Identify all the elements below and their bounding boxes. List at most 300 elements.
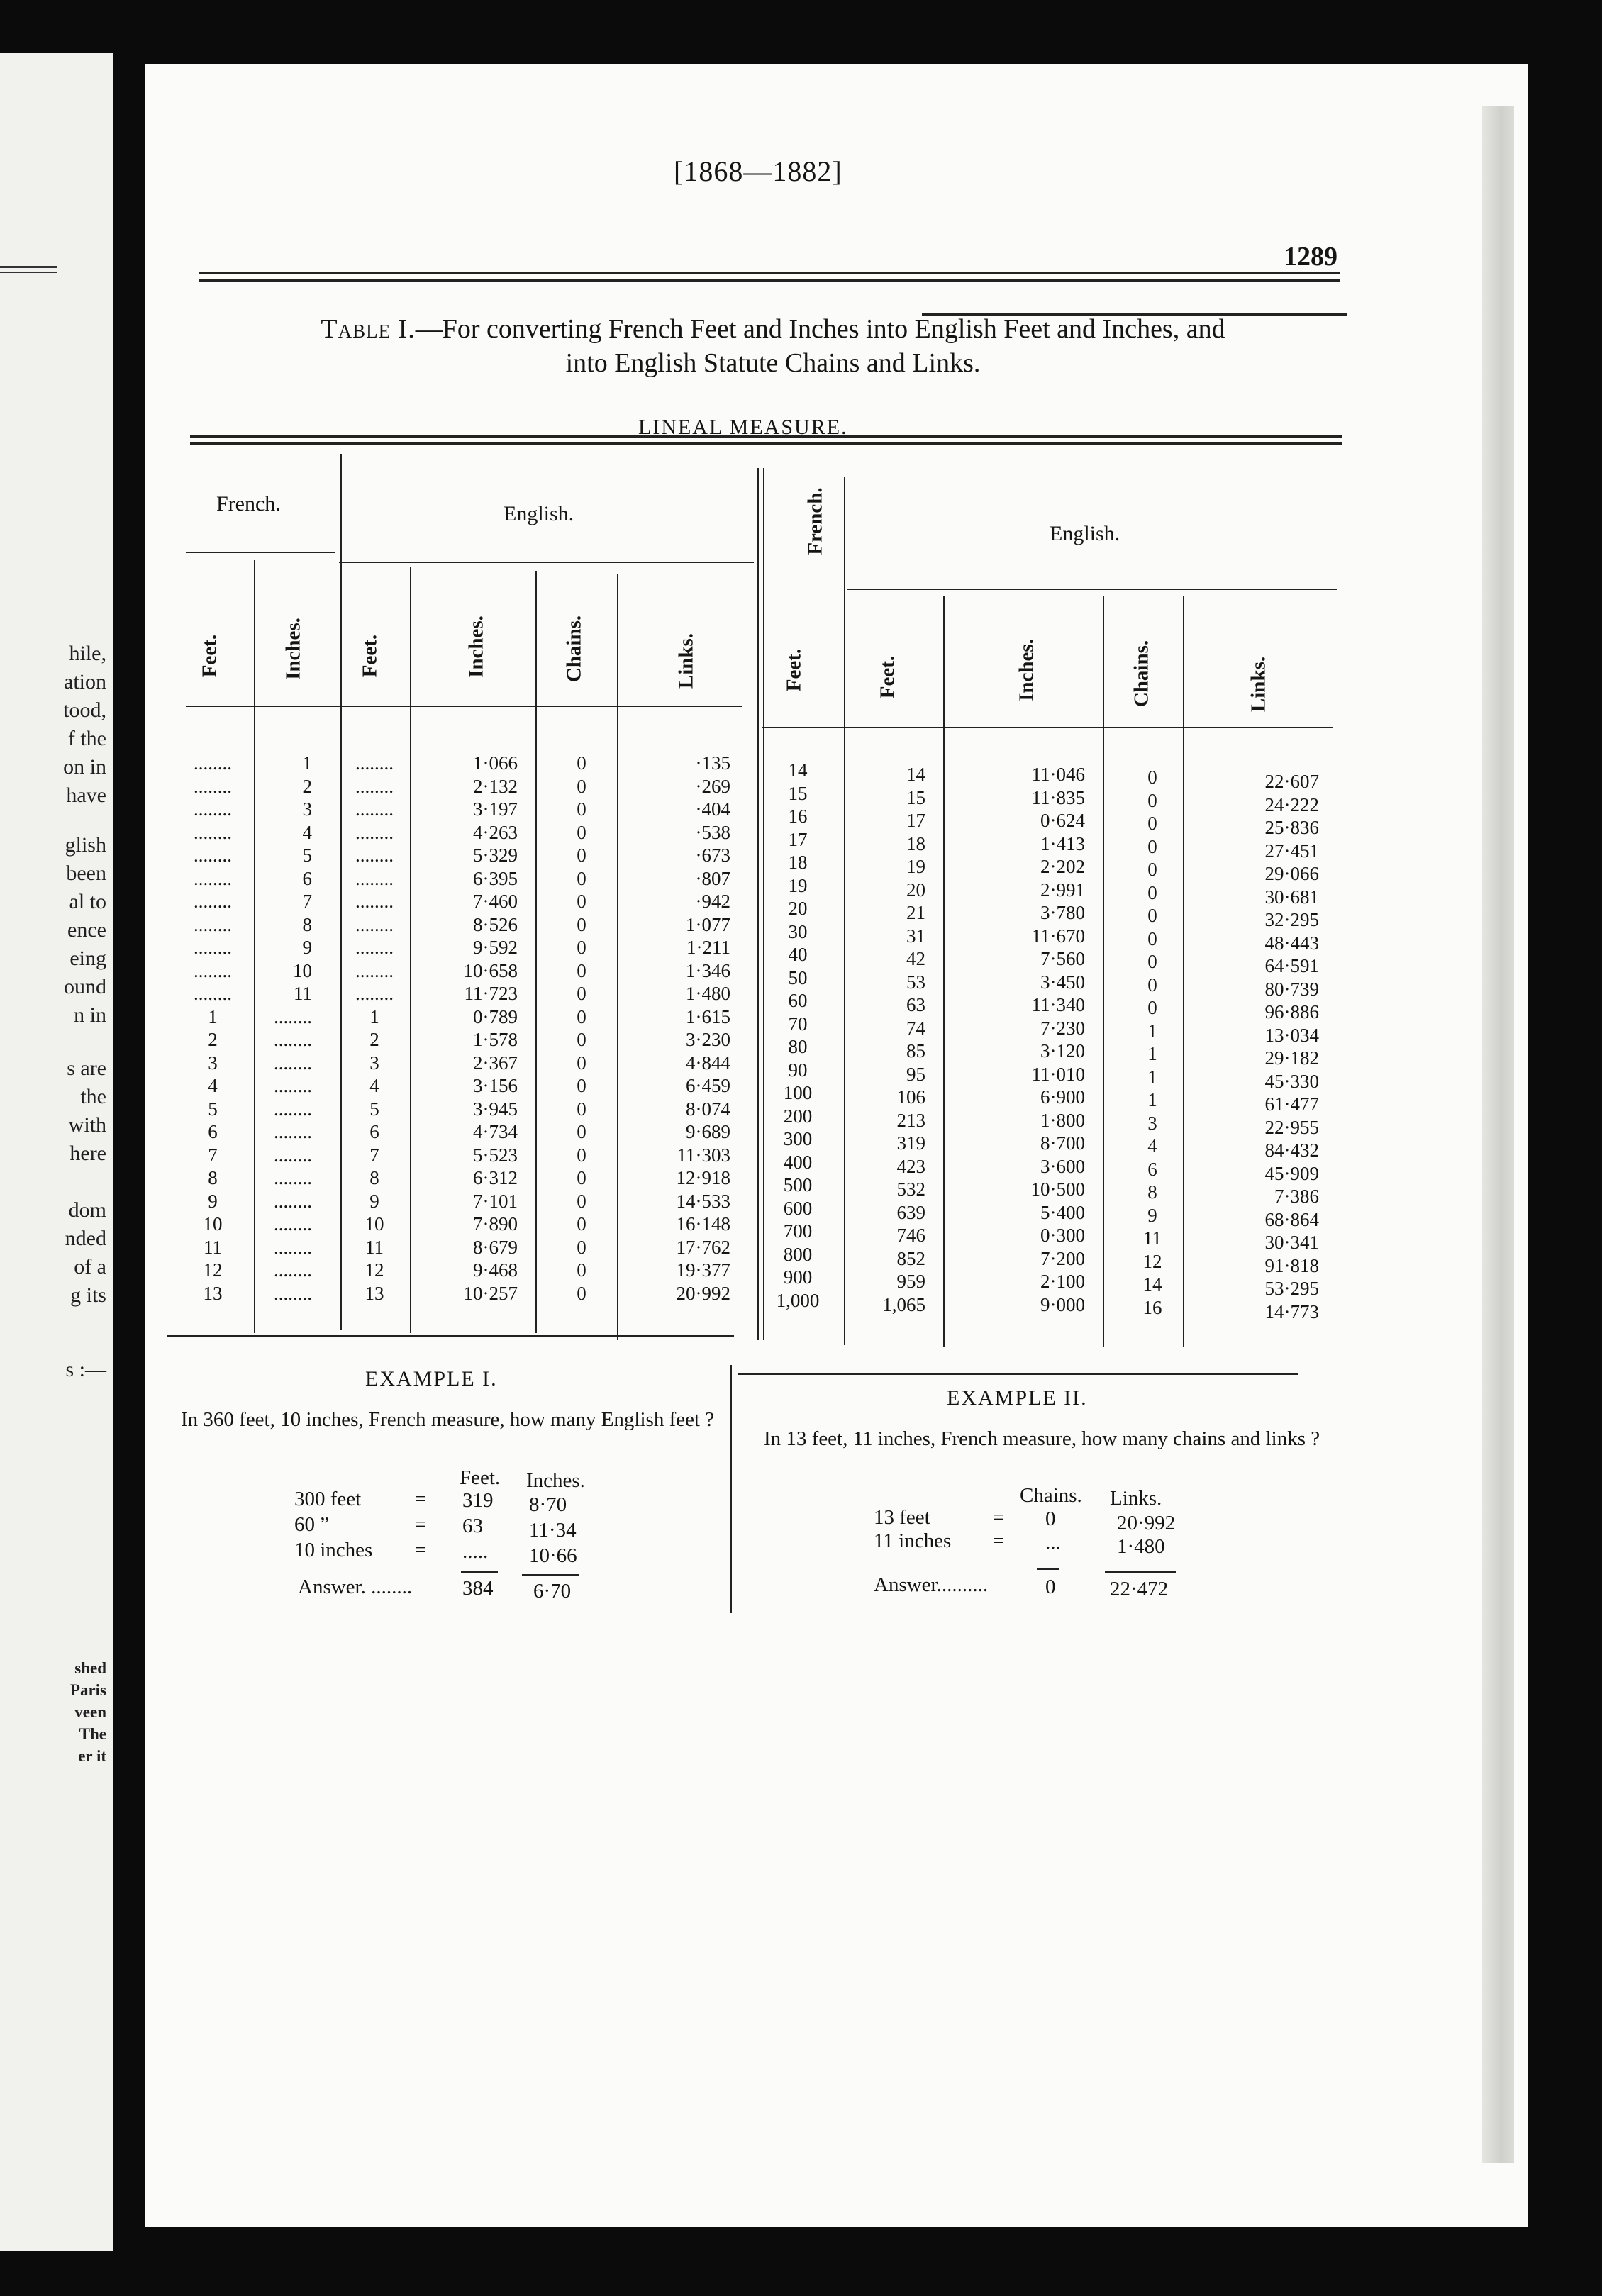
table-cell: 3 [302,798,312,820]
table-cell: 60 [788,990,808,1011]
table-cell: 16 [1142,1296,1162,1318]
table-cell: 1 [1147,1089,1157,1110]
table-cell: 20·992 [676,1282,730,1304]
example-cell-label: 10 inches [294,1539,373,1561]
table-bottom-rule-left [167,1335,734,1337]
table-cell: 14·533 [676,1190,730,1212]
table-cell: ·538 [695,821,730,843]
table-cell: 9 [208,1190,218,1212]
facing-page-fragment: the [80,1085,106,1108]
col-right-english-feet: Feet. [876,655,899,699]
table-cell: 0 [577,1190,586,1212]
facing-page-fragment: s are [67,1057,106,1080]
column-chains [560,752,603,1305]
table-cell: 0 [577,821,586,843]
table-cell: 0 [1147,905,1157,926]
table-cell: ........ [194,775,232,797]
table-cell: 42 [906,948,925,969]
table-cell: ........ [274,1190,312,1212]
table-cell: 80 [788,1036,808,1057]
header-french-right: French. [803,487,827,555]
table-cell: 0 [577,983,586,1004]
table-cell: 7·890 [473,1213,518,1235]
subheader-rule-english [339,562,754,563]
table-cell: 30 [788,920,808,942]
table-cell: 85 [906,1040,925,1061]
table-cell: 30·681 [1264,886,1319,908]
table-cell: 0 [577,1005,586,1027]
example-cell-eq: = [415,1488,427,1510]
divider-eng-feet [410,567,411,1333]
table-cell: ........ [355,891,394,912]
example-cell-b: 10·66 [529,1544,577,1567]
table-cell: 423 [896,1155,925,1177]
table-cell: 22·955 [1264,1116,1319,1138]
table-cell: 3·780 [1040,902,1085,923]
facing-page-fragment: tood, [63,698,106,722]
table-cell: 5 [208,1098,218,1120]
table-cell: 3·450 [1040,971,1085,993]
example-2-answer-chains: 0 [1045,1576,1056,1598]
table-cell: 15 [906,786,925,808]
table-cell: 1·800 [1040,1109,1085,1131]
table-cell: 84·432 [1264,1139,1319,1161]
table-cell: 13 [365,1282,384,1304]
divider-right-feet [943,596,945,1347]
table-cell: 19 [906,856,925,877]
table-cell: 50 [788,966,808,988]
table-cell: 22·607 [1264,771,1319,792]
table-cell: 2·132 [473,775,518,797]
column-english-feet [339,752,410,1305]
example-cell-label: 300 feet [294,1488,362,1510]
table-cell: 0 [577,913,586,935]
example-1-col-inches: Inches. [526,1469,585,1492]
table-cell: 0 [1147,767,1157,788]
example-cell-b: 8·70 [529,1493,567,1516]
table-cell: ........ [355,752,394,774]
table-cell: 3·945 [473,1098,518,1120]
facing-page [0,53,113,2251]
table-cell: 0 [577,1282,586,1304]
example-2-answer-links: 22·472 [1110,1578,1169,1600]
table-cell: ........ [274,1213,312,1235]
example-cell-a: 63 [462,1515,483,1537]
table-cell: 0 [577,867,586,889]
example-cell-eq: = [415,1513,427,1536]
table-cell: 600 [783,1197,813,1219]
examples-divider [730,1365,732,1613]
table-cell: 3·600 [1040,1155,1085,1177]
table-cell: 12 [1142,1250,1162,1272]
facing-page-fragment: veen [74,1703,106,1721]
table-cell: 96·886 [1264,1001,1319,1022]
table-cell: 31 [906,925,925,947]
example-1-col-feet: Feet. [460,1466,501,1489]
table-cell: ·673 [695,845,730,866]
table-cell: 0 [577,1167,586,1188]
example-1-answer-feet: 384 [462,1577,494,1600]
table-cell: 8 [1147,1181,1157,1203]
table-cell: 100 [783,1082,813,1103]
facing-page-fragment: glish [65,833,106,857]
table-cell: 200 [783,1105,813,1127]
table-cell: 10 [203,1213,223,1235]
table-cell: 14 [1142,1274,1162,1295]
header-bottom-rule-right [762,727,1333,728]
divider-right-chains [1183,596,1184,1347]
col-english-feet: Feet. [358,634,382,678]
table-cell: 1·578 [473,1029,518,1050]
table-cell: 68·864 [1264,1208,1319,1230]
table-cell: 74 [906,1017,925,1039]
example-cell-b: 1·480 [1117,1535,1165,1558]
table-cell: 1 [369,1005,379,1027]
table-cell: 11·010 [1031,1063,1085,1085]
example-cell-b: 20·992 [1117,1512,1176,1534]
table-cell: 4 [302,821,312,843]
table-cell: 3·197 [473,798,518,820]
table-cell: 1 [302,752,312,774]
table-cell: 3·230 [686,1029,730,1050]
table-cell: ·404 [695,798,730,820]
table-cell: 0 [577,937,586,958]
example-cell-a: ... [1045,1531,1061,1554]
table-cell: 8·526 [473,913,518,935]
header-rule [199,272,1340,274]
table-cell: 0 [1147,859,1157,880]
column-right-chains [1128,766,1177,1319]
table-cell: 1·413 [1040,832,1085,854]
table-cell: ........ [194,821,232,843]
facing-page-fragment: al to [69,890,106,913]
table-cell: 17·762 [676,1236,730,1258]
example-1-sum-rule [461,1571,498,1573]
facing-page-fragment: s :— [65,1358,106,1381]
table-cell: 300 [783,1128,813,1149]
table-cell: 0 [577,1052,586,1074]
col-right-links: Links. [1247,656,1270,713]
table-cell: 0 [1147,881,1157,903]
example-cell-label: 60 ” [294,1513,330,1536]
page-number: 1289 [1284,242,1337,272]
example-2-col-links: Links. [1110,1487,1162,1510]
table-cell: 0 [577,1213,586,1235]
table-cell: ........ [355,959,394,981]
table-cell: 6 [302,867,312,889]
table-cell: 319 [896,1132,925,1154]
divider-eng-inches [535,571,537,1333]
example-2-question: In 13 feet, 11 inches, French measure, how many chains and links ? [764,1427,1320,1450]
col-english-inches: Inches. [465,615,488,678]
table-cell: ........ [274,1029,312,1050]
table-cell: 0 [577,1029,586,1050]
column-links [624,752,730,1305]
table-cell: 1,065 [882,1293,925,1315]
table-cell: 18 [788,852,808,873]
running-header-years: [1868—1882] [674,155,842,187]
facing-page-fragment: er it [78,1747,106,1765]
divider-chains [617,574,618,1340]
table-cell: 7 [302,891,312,912]
table-cell: 1·346 [686,959,730,981]
col-french-feet: Feet. [198,634,221,678]
table-cell: ........ [355,913,394,935]
header-bottom-rule-left [186,706,742,707]
table-cell: 0 [577,1098,586,1120]
table-cell: 0 [577,891,586,912]
table-cell: ........ [274,1236,312,1258]
table-cell: 0 [1147,974,1157,996]
table-cell: 27·451 [1264,840,1319,862]
example-2-sum-rule [1037,1568,1059,1570]
table-cell: 29·066 [1264,863,1319,884]
table-cell: 20 [906,879,925,901]
table-cell: 8 [208,1167,218,1188]
table-cell: 40 [788,944,808,965]
table-cell: 11·046 [1031,764,1085,785]
facing-page-fragment: The [79,1725,106,1743]
table-cell: 4 [369,1075,379,1096]
table-cell: 11 [1143,1227,1162,1249]
table-cell: 14 [788,759,808,781]
divider-right-french [844,477,845,1345]
facing-page-fragment: with [68,1113,106,1137]
example-1-answer-inches: 6·70 [533,1580,572,1603]
table-cell: 11·835 [1031,786,1085,808]
example-2-sum-rule-2 [1105,1571,1176,1573]
table-cell: 3 [208,1052,218,1074]
table-cell: ........ [194,959,232,981]
table-cell: 80·739 [1264,978,1319,1000]
table-cell: 7·386 [1274,1186,1319,1207]
table-cell: 18 [906,832,925,854]
table-cell: 48·443 [1264,932,1319,954]
table-cell: ........ [274,1075,312,1096]
table-cell: 3·120 [1040,1040,1085,1061]
table-cell: 12·918 [676,1167,730,1188]
table-cell: 90 [788,1059,808,1081]
example-1-title: EXAMPLE I. [365,1367,498,1391]
table-cell: ........ [194,891,232,912]
table-cell: 2 [369,1029,379,1050]
table-cell: 9·000 [1040,1293,1085,1315]
table-cell: 4·734 [473,1121,518,1142]
table-cell: 1·066 [473,752,518,774]
table-cell: 5·523 [473,1144,518,1166]
table-cell: 852 [896,1247,925,1269]
table-cell: 9·592 [473,937,518,958]
table-cell: ........ [355,798,394,820]
table-cell: 21 [906,902,925,923]
table-cell: 6 [369,1121,379,1142]
table-cell: 0·789 [473,1005,518,1027]
table-cell: 5 [369,1098,379,1120]
table-cell: 2 [208,1029,218,1050]
table-cell: ........ [274,1005,312,1027]
table-cell: 8·679 [473,1236,518,1258]
table-title-line-2: into English Statute Chains and Links. [565,348,981,378]
facing-page-fragment: n in [74,1003,106,1027]
table-cell: 7·230 [1040,1017,1085,1039]
facing-page-fragment: hile, [69,642,106,665]
example-2-col-chains: Chains. [1020,1484,1082,1507]
column-english-inches [418,752,518,1305]
table-cell: 6·312 [473,1167,518,1188]
table-cell: ........ [355,937,394,958]
table-cell: 4·263 [473,821,518,843]
table-cell: 8 [302,913,312,935]
table-cell: 9·689 [686,1121,730,1142]
table-cell: 11·303 [677,1144,730,1166]
table-cell: 30·341 [1264,1232,1319,1253]
table-cell: 0 [577,1236,586,1258]
table-cell: 0 [577,1144,586,1166]
table-cell: 6 [1147,1158,1157,1180]
table-cell: ........ [355,821,394,843]
table-cell: 16·148 [676,1213,730,1235]
table-cell: 9 [302,937,312,958]
divider-right-inches [1103,596,1104,1347]
table-cell: ........ [355,845,394,866]
table-cell: 95 [906,1063,925,1085]
table-cell: 0 [1147,813,1157,834]
table-cell: 5·400 [1040,1201,1085,1223]
header-english-right: English. [1050,522,1120,545]
example-cell-label: 11 inches [874,1529,952,1552]
column-right-french-feet [759,759,837,1312]
facing-page-fragment: eing [69,947,106,970]
table-cell: 7 [208,1144,218,1166]
table-cell: ........ [194,867,232,889]
facing-page-fragment: have [66,784,106,807]
facing-page-fragment: ation [64,670,106,693]
table-cell: 7 [369,1144,379,1166]
table-cell: ........ [274,1167,312,1188]
example-cell-label: 13 feet [874,1506,930,1529]
table-cell: 10 [365,1213,384,1235]
page-edge [1482,106,1514,2163]
table-cell: 0·624 [1040,810,1085,831]
example-2-title: EXAMPLE II. [947,1386,1088,1410]
table-cell: 14·773 [1264,1300,1319,1322]
table-bottom-rule-right [738,1373,1298,1375]
table-cell: ........ [194,983,232,1004]
table-cell: ........ [194,913,232,935]
facing-page-fragment: ound [64,975,106,998]
table-cell: 5·329 [473,845,518,866]
table-cell: 106 [896,1086,925,1108]
table-cell: 1·615 [686,1005,730,1027]
table-cell: 0 [577,1259,586,1281]
table-cell: 0 [577,845,586,866]
facing-page-fragment: dom [68,1198,106,1222]
table-cell: 0 [1147,927,1157,949]
facing-page-fragment: ence [67,918,106,942]
table-cell: 4·844 [686,1052,730,1074]
table-cell: ........ [274,1098,312,1120]
table-title [191,312,1355,380]
table-cell: 13 [203,1282,223,1304]
table-cell: 19 [788,874,808,896]
table-cell: 1 [1147,1043,1157,1064]
table-cell: 3 [369,1052,379,1074]
table-cell: 2 [302,775,312,797]
table-cell: 2·367 [473,1052,518,1074]
table-cell: 0·300 [1040,1225,1085,1246]
table-cell: 1 [208,1005,218,1027]
table-cell: 3·156 [473,1075,518,1096]
table-cell: 0 [577,959,586,981]
table-cell: 61·477 [1264,1093,1319,1115]
subheader-rule-french [186,552,335,553]
table-cell: 11 [294,983,312,1004]
example-cell-a: 0 [1045,1508,1056,1530]
table-cell: 6·900 [1040,1086,1085,1108]
table-cell: 20 [788,898,808,919]
column-right-english-feet [851,763,925,1316]
col-right-english-inches: Inches. [1015,639,1038,701]
table-cell: 11·670 [1031,925,1085,947]
table-cell: 16 [788,806,808,827]
table-cell: 500 [783,1174,813,1196]
table-cell: ·807 [695,867,730,889]
table-title-lead: Table I. [321,314,416,344]
table-cell: 12 [203,1259,223,1281]
table-cell: 9 [1147,1204,1157,1226]
example-1-answer-label: Answer. ........ [298,1576,413,1598]
table-cell: 6·395 [473,867,518,889]
table-cell: 0 [577,1075,586,1096]
table-cell: 4 [208,1075,218,1096]
table-subtitle: LINEAL MEASURE. [638,416,848,439]
table-cell: 2·100 [1040,1271,1085,1292]
table-cell: 17 [788,828,808,850]
table-cell: 5 [302,845,312,866]
table-cell: 19·377 [676,1259,730,1281]
table-title-line-1: —For converting French Feet and Inches into English Feet and Inches, and [415,314,1225,344]
table-cell: 0 [1147,789,1157,811]
table-cell: 29·182 [1264,1047,1319,1069]
table-cell: 532 [896,1178,925,1200]
table-cell: ........ [274,1259,312,1281]
table-cell: ........ [274,1144,312,1166]
table-cell: 24·222 [1264,793,1319,815]
table-cell: 700 [783,1220,813,1242]
example-cell-eq: = [993,1529,1005,1552]
facing-page-fragment: on in [63,755,106,779]
table-cell: 6 [208,1121,218,1142]
facing-page-fragment: shed [74,1659,106,1677]
table-cell: ........ [274,1121,312,1142]
table-cell: 25·836 [1264,817,1319,838]
table-cell: 0 [1147,951,1157,972]
table-cell: 639 [896,1201,925,1223]
subheader-rule-english-right [847,589,1337,590]
table-cell: 0 [577,752,586,774]
table-cell: 63 [906,994,925,1015]
table-cell: 14 [906,764,925,785]
table-cell: 3 [1147,1112,1157,1134]
facing-page-fragment: Paris [69,1681,106,1699]
table-cell: 7·560 [1040,948,1085,969]
table-cell: ........ [194,798,232,820]
facing-page-fragment: nded [65,1227,106,1250]
table-cell: ........ [274,1282,312,1304]
facing-page-fragment: f the [67,727,106,750]
table-cell: 11·340 [1031,994,1085,1015]
table-cell: 70 [788,1013,808,1035]
